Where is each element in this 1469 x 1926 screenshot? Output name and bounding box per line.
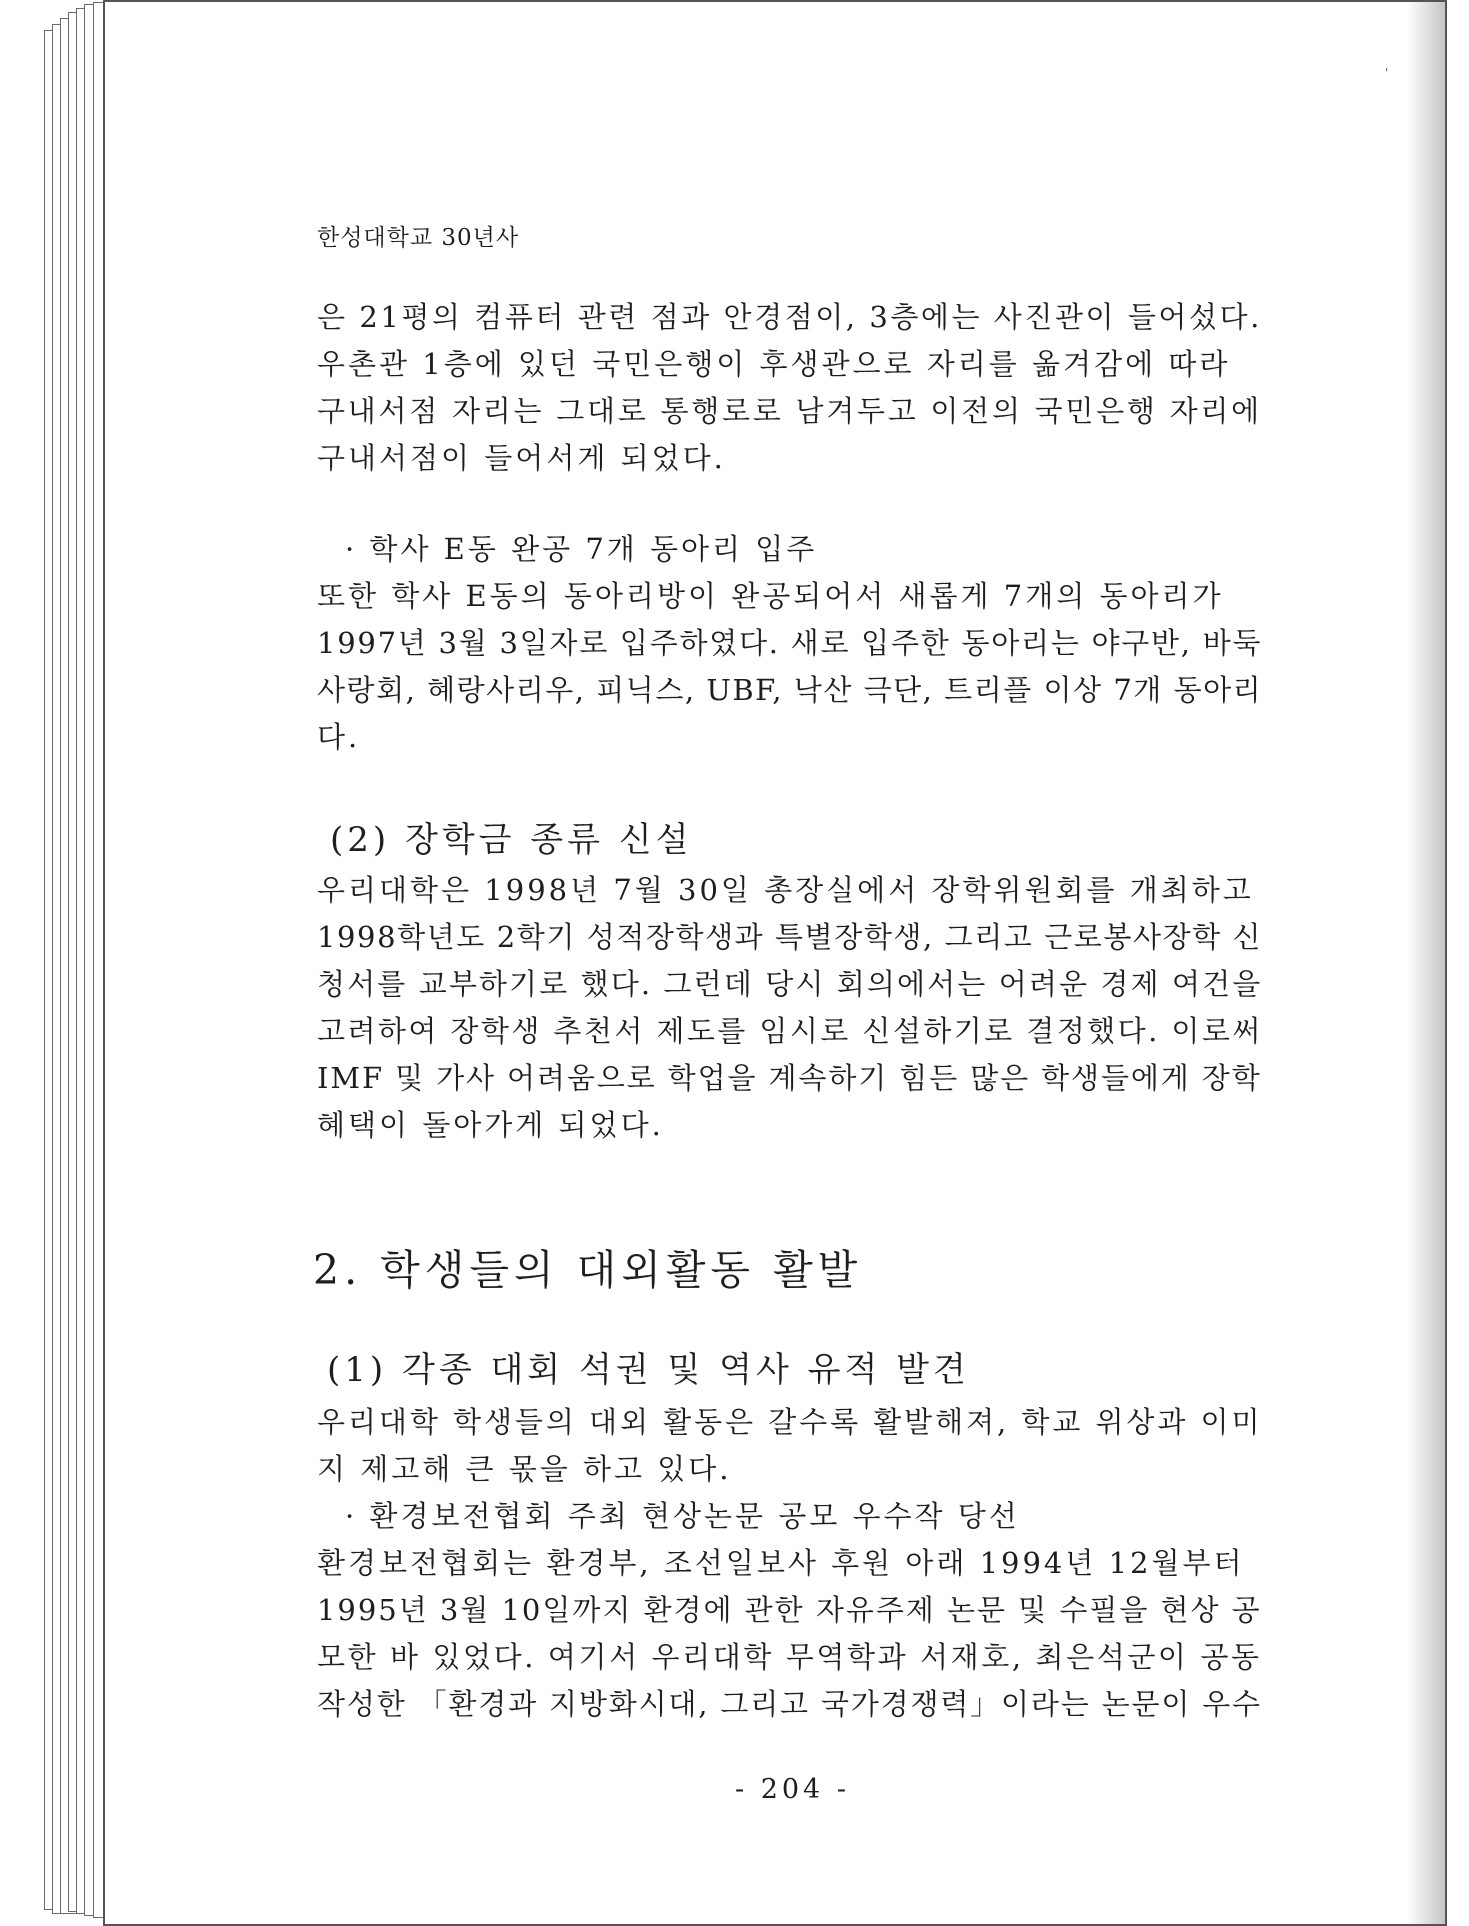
subheading: (1) 각종 대회 석권 및 역사 유적 발견 <box>327 1350 970 1390</box>
running-head: 한성대학교 30년사 <box>317 225 520 251</box>
text-line: 지 제고해 큰 몫을 하고 있다. <box>317 1452 732 1486</box>
text-line: 구내서점 자리는 그대로 통행로로 남겨두고 이전의 국민은행 자리에 <box>317 394 1262 428</box>
bullet-heading: · 환경보전협회 주최 현상논문 공모 우수작 당선 <box>345 1499 1020 1533</box>
text-line: 모한 바 있었다. 여기서 우리대학 무역학과 서재호, 최은석군이 공동 <box>317 1640 1262 1674</box>
text-line: 청서를 교부하기로 했다. 그런데 당시 회의에서는 어려운 경제 여건을 <box>317 967 1263 1001</box>
subheading: (2) 장학금 종류 신설 <box>330 820 693 860</box>
text-line: 1997년 3월 3일자로 입주하였다. 새로 입주한 동아리는 야구반, 바둑 <box>317 626 1263 660</box>
text-line: 환경보전협회는 환경부, 조선일보사 후원 아래 1994년 12월부터 <box>317 1546 1245 1580</box>
text-line: 우리대학 학생들의 대외 활동은 갈수록 활발해져, 학교 위상과 이미 <box>317 1405 1263 1439</box>
text-line: 또한 학사 E동의 동아리방이 완공되어서 새롭게 7개의 동아리가 <box>317 579 1224 613</box>
text-line: 우리대학은 1998년 7월 30일 총장실에서 장학위원회를 개최하고 <box>317 873 1254 907</box>
page-number: - 204 - <box>735 1774 850 1805</box>
bullet-heading: · 학사 E동 완공 7개 동아리 입주 <box>345 532 818 566</box>
text-line: 고려하여 장학생 추천서 제도를 임시로 신설하기로 결정했다. 이로써 <box>317 1014 1263 1048</box>
text-line: 작성한 「환경과 지방화시대, 그리고 국가경쟁력」이라는 논문이 우수 <box>317 1687 1262 1721</box>
text-line: 1995년 3월 10일까지 환경에 관한 자유주제 논문 및 수필을 현상 공 <box>317 1593 1262 1627</box>
text-line: 은 21평의 컴퓨터 관련 점과 안경점이, 3층에는 사진관이 들어섰다. <box>317 300 1262 334</box>
text-line: 구내서점이 들어서게 되었다. <box>317 441 726 475</box>
text-line: 우촌관 1층에 있던 국민은행이 후생관으로 자리를 옮겨감에 따라 <box>317 347 1231 381</box>
text-line: 혜택이 돌아가게 되었다. <box>317 1108 664 1142</box>
section-heading: 2. 학생들의 대외활동 활발 <box>313 1246 863 1294</box>
text-line: 사랑회, 혜랑사리우, 피닉스, UBF, 낙산 극단, 트리플 이상 7개 동아리 <box>317 673 1263 707</box>
text-line: 1998학년도 2학기 성적장학생과 특별장학생, 그리고 근로봉사장학 신 <box>317 920 1263 954</box>
text-line: 다. <box>317 720 361 754</box>
page-edge-shadow <box>1407 2 1445 1924</box>
text-line: IMF 및 가사 어려움으로 학업을 계속하기 힘든 많은 학생들에게 장학 <box>317 1061 1262 1095</box>
stray-mark: ' <box>1385 66 1389 80</box>
